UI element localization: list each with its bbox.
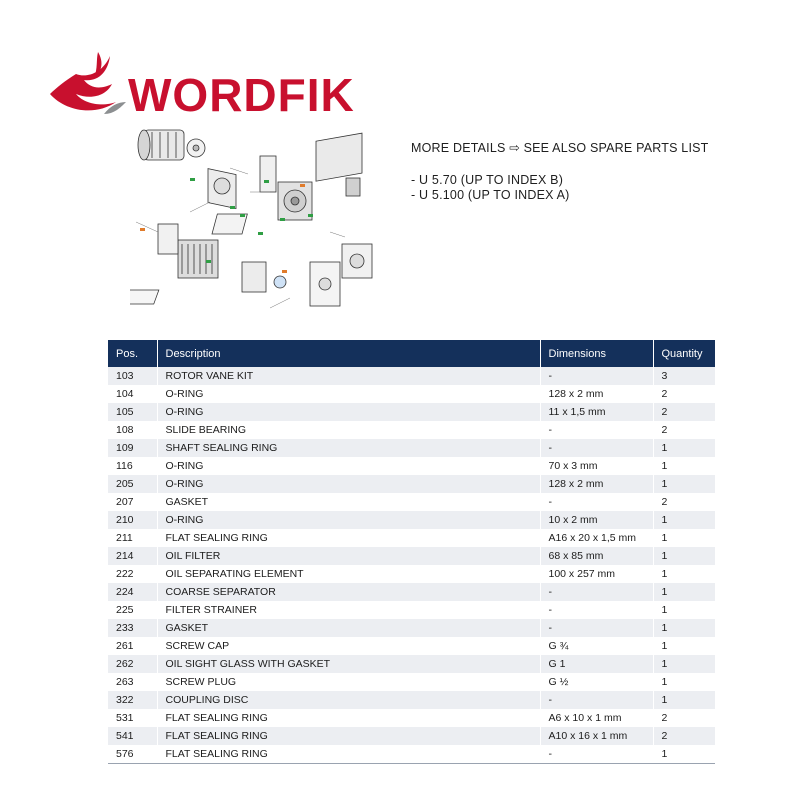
cell-dimensions: - xyxy=(540,745,653,763)
cell-dimensions: - xyxy=(540,421,653,439)
table-row xyxy=(108,637,715,655)
cell-description: COARSE SEPARATOR xyxy=(157,583,540,601)
table-row xyxy=(108,565,715,583)
table-row xyxy=(108,403,715,421)
cell-pos: 261 xyxy=(108,637,157,655)
cell-pos: 262 xyxy=(108,655,157,673)
cell-dimensions: 10 x 2 mm xyxy=(540,511,653,529)
cell-dimensions: G ½ xyxy=(540,673,653,691)
table-row xyxy=(108,601,715,619)
table-row xyxy=(108,745,715,763)
fan-part xyxy=(187,139,205,157)
cell-pos: 224 xyxy=(108,583,157,601)
cell-quantity: 3 xyxy=(653,367,715,385)
cell-description: SCREW PLUG xyxy=(157,673,540,691)
cell-pos: 576 xyxy=(108,745,157,763)
table-row xyxy=(108,529,715,547)
cell-quantity: 2 xyxy=(653,493,715,511)
cell-quantity: 1 xyxy=(653,511,715,529)
cell-description: GASKET xyxy=(157,493,540,511)
cell-description: GASKET xyxy=(157,619,540,637)
cell-pos: 263 xyxy=(108,673,157,691)
cell-pos: 531 xyxy=(108,709,157,727)
cell-quantity: 1 xyxy=(653,475,715,493)
cell-dimensions: 68 x 85 mm xyxy=(540,547,653,565)
table-row xyxy=(108,385,715,403)
cell-pos: 116 xyxy=(108,457,157,475)
cell-dimensions: - xyxy=(540,601,653,619)
cell-dimensions: 11 x 1,5 mm xyxy=(540,403,653,421)
table-row xyxy=(108,655,715,673)
cell-quantity: 1 xyxy=(653,673,715,691)
table-header-row xyxy=(108,340,715,367)
brand-wordmark: WORDFIK xyxy=(128,69,355,121)
spare-parts-note: MORE DETAILS ⇨ SEE ALSO SPARE PARTS LIST xyxy=(411,141,709,155)
cell-dimensions: G 1 xyxy=(540,655,653,673)
cell-description: O-RING xyxy=(157,403,540,421)
cell-pos: 233 xyxy=(108,619,157,637)
cell-pos: 210 xyxy=(108,511,157,529)
header-quantity: Quantity xyxy=(653,340,715,367)
cell-description: FILTER STRAINER xyxy=(157,601,540,619)
cell-description: O-RING xyxy=(157,457,540,475)
cell-quantity: 1 xyxy=(653,457,715,475)
cell-quantity: 1 xyxy=(653,619,715,637)
cell-description: SLIDE BEARING xyxy=(157,421,540,439)
header-description: Description xyxy=(157,340,540,367)
cell-pos: 103 xyxy=(108,367,157,385)
model-note-u5100: - U 5.100 (UP TO INDEX A) xyxy=(411,188,570,202)
cell-description: SHAFT SEALING RING xyxy=(157,439,540,457)
cell-pos: 222 xyxy=(108,565,157,583)
cell-quantity: 2 xyxy=(653,403,715,421)
cell-dimensions: 70 x 3 mm xyxy=(540,457,653,475)
spare-parts-table xyxy=(108,340,715,764)
model-note-u570: - U 5.70 (UP TO INDEX B) xyxy=(411,173,564,187)
table-row xyxy=(108,619,715,637)
table-row xyxy=(108,547,715,565)
cell-quantity: 1 xyxy=(653,547,715,565)
cell-pos: 104 xyxy=(108,385,157,403)
notes-block xyxy=(411,141,709,203)
pump-body-part xyxy=(278,182,312,220)
table-row xyxy=(108,583,715,601)
motor-part xyxy=(138,130,184,160)
filter-part xyxy=(178,240,218,278)
housing-part xyxy=(208,169,236,209)
header-pos: Pos. xyxy=(108,340,157,367)
cell-description: OIL FILTER xyxy=(157,547,540,565)
table-row xyxy=(108,457,715,475)
cell-dimensions: A16 x 20 x 1,5 mm xyxy=(540,529,653,547)
table-row xyxy=(108,511,715,529)
cell-description: SCREW CAP xyxy=(157,637,540,655)
cell-description: FLAT SEALING RING xyxy=(157,745,540,763)
cell-description: O-RING xyxy=(157,385,540,403)
table-row xyxy=(108,367,715,385)
cell-description: OIL SIGHT GLASS WITH GASKET xyxy=(157,655,540,673)
table-row xyxy=(108,493,715,511)
cell-description: FLAT SEALING RING xyxy=(157,529,540,547)
table-row xyxy=(108,727,715,745)
cell-pos: 105 xyxy=(108,403,157,421)
cell-pos: 322 xyxy=(108,691,157,709)
cell-dimensions: G ¾ xyxy=(540,637,653,655)
cell-description: O-RING xyxy=(157,475,540,493)
table-row xyxy=(108,691,715,709)
header-dimensions: Dimensions xyxy=(540,340,653,367)
cell-quantity: 1 xyxy=(653,601,715,619)
exploded-parts-drawing xyxy=(130,122,390,322)
cell-quantity: 1 xyxy=(653,565,715,583)
cell-dimensions: A10 x 16 x 1 mm xyxy=(540,727,653,745)
oil-separator-housing-part xyxy=(316,133,362,196)
cell-dimensions: - xyxy=(540,583,653,601)
cell-dimensions: 128 x 2 mm xyxy=(540,385,653,403)
cell-quantity: 1 xyxy=(653,637,715,655)
cell-quantity: 1 xyxy=(653,745,715,763)
cell-description: OIL SEPARATING ELEMENT xyxy=(157,565,540,583)
table-row xyxy=(108,475,715,493)
cell-quantity: 1 xyxy=(653,655,715,673)
cell-quantity: 2 xyxy=(653,709,715,727)
cell-pos: 108 xyxy=(108,421,157,439)
swallow-logo-icon xyxy=(46,44,136,134)
cell-pos: 225 xyxy=(108,601,157,619)
cell-quantity: 1 xyxy=(653,583,715,601)
cell-quantity: 1 xyxy=(653,691,715,709)
cell-pos: 207 xyxy=(108,493,157,511)
cell-description: COUPLING DISC xyxy=(157,691,540,709)
cell-pos: 541 xyxy=(108,727,157,745)
cell-dimensions: 128 x 2 mm xyxy=(540,475,653,493)
table-row xyxy=(108,709,715,727)
table-row xyxy=(108,421,715,439)
cell-pos: 214 xyxy=(108,547,157,565)
cell-quantity: 1 xyxy=(653,529,715,547)
cell-quantity: 1 xyxy=(653,439,715,457)
cell-dimensions: - xyxy=(540,367,653,385)
cell-dimensions: 100 x 257 mm xyxy=(540,565,653,583)
cell-description: FLAT SEALING RING xyxy=(157,709,540,727)
cell-quantity: 2 xyxy=(653,385,715,403)
cell-description: O-RING xyxy=(157,511,540,529)
cell-description: FLAT SEALING RING xyxy=(157,727,540,745)
cell-quantity: 2 xyxy=(653,727,715,745)
cell-pos: 205 xyxy=(108,475,157,493)
table-row xyxy=(108,439,715,457)
cell-pos: 211 xyxy=(108,529,157,547)
cell-dimensions: A6 x 10 x 1 mm xyxy=(540,709,653,727)
cell-dimensions: - xyxy=(540,493,653,511)
cell-description: ROTOR VANE KIT xyxy=(157,367,540,385)
table-row xyxy=(108,673,715,691)
cell-dimensions: - xyxy=(540,439,653,457)
cell-dimensions: - xyxy=(540,691,653,709)
cell-pos: 109 xyxy=(108,439,157,457)
cell-dimensions: - xyxy=(540,619,653,637)
cell-quantity: 2 xyxy=(653,421,715,439)
